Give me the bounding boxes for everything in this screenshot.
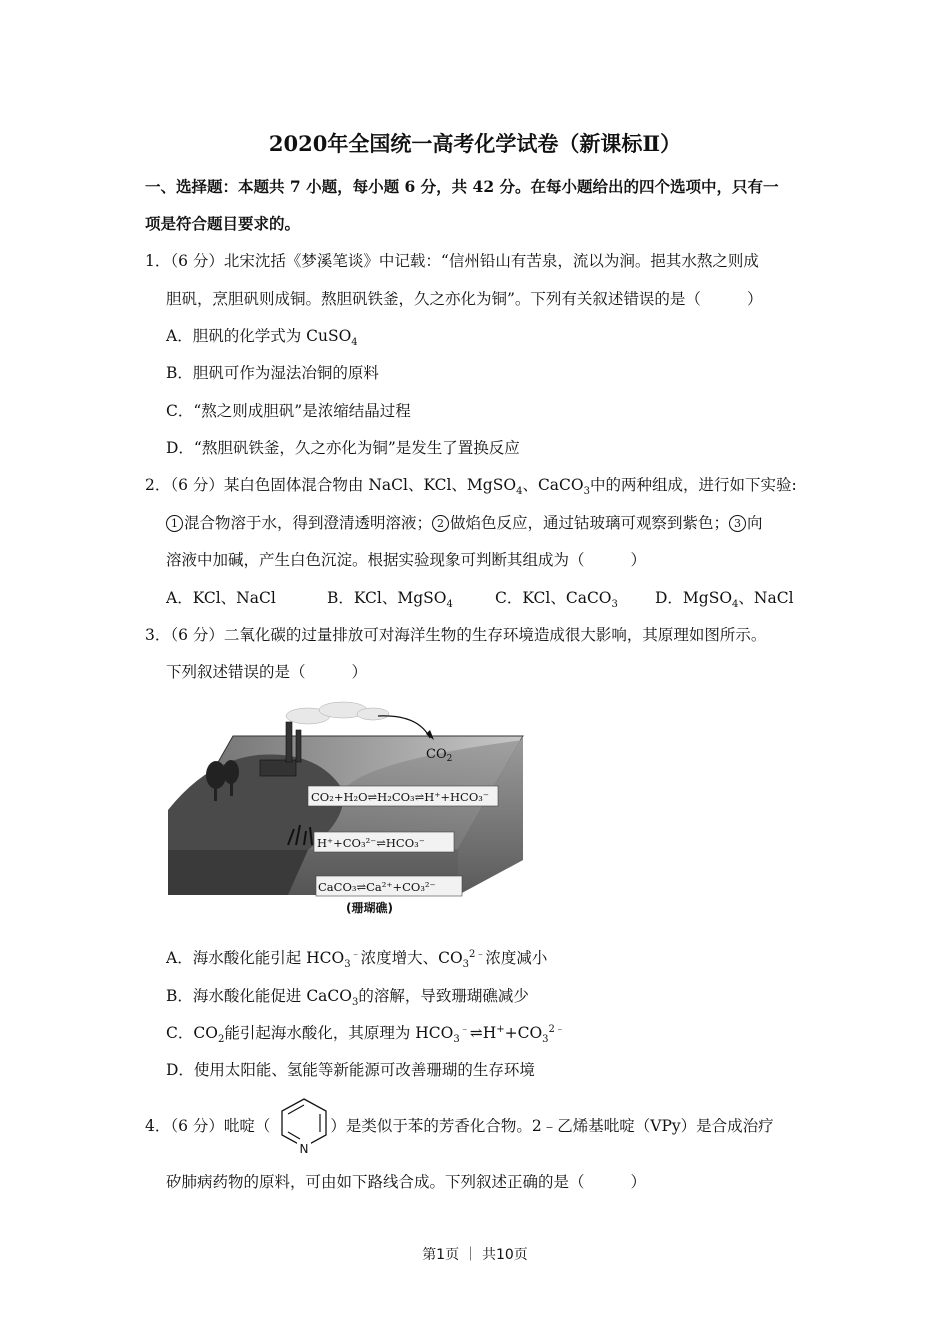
q3-option-a	[166, 946, 548, 971]
q2-subscript: 4	[446, 599, 453, 611]
circled-number-1: 1	[166, 515, 183, 532]
page-footer: 第1页 ｜ 共10页	[422, 1247, 528, 1263]
q1-option-a-text: A．胆矾的化学式为 CuSO	[166, 327, 352, 345]
q2-text-c: 中的两种组成，进行如下实验:	[589, 476, 797, 494]
q2-step3-text: 向	[747, 514, 763, 532]
ocean-acidification-diagram	[168, 700, 528, 925]
q2-paren-close: ）	[630, 551, 647, 569]
q1-option-a	[166, 324, 358, 349]
q2-text-b: 、CaCO	[522, 476, 584, 494]
q2-step1-text: 混合物溶于水，得到澄清透明溶液；	[184, 514, 433, 532]
q1-option-b: B．胆矾可作为湿法冶铜的原料	[166, 364, 379, 382]
q2-option-c-text: C．KCl、CaCO	[495, 589, 612, 607]
q3-superscript: +	[496, 1023, 505, 1035]
section-heading-line2: 项是符合题目要求的。	[145, 214, 301, 233]
q3-option-c-text-b: 能引起海水酸化，其原理为 HCO	[224, 1024, 454, 1042]
pyridine-ring	[282, 1099, 326, 1147]
q3-stem-text: 下列叙述错误的是（	[166, 663, 306, 681]
circled-number-2: 2	[432, 515, 449, 532]
q2-stem-text: 溶液中加碱，产生白色沉淀。根据实验现象可判断其组成为（	[166, 551, 585, 569]
q3-subscript: 3	[542, 1034, 549, 1046]
q3-subscript: 3	[344, 959, 351, 971]
page-title: 2020年全国统一高考化学试卷（新课标Ⅱ）	[268, 131, 682, 156]
q2-subscript: 4	[732, 599, 739, 611]
q2-option-a: A．KCl、NaCl	[166, 589, 276, 607]
q2-subscript: 4	[516, 486, 523, 498]
smoke-cloud	[286, 702, 389, 724]
q2-option-b-text: B．KCl、MgSO	[327, 589, 447, 607]
section-heading-line1: 一、选择题：本题共 7 小题，每小题 6 分，共 42 分。在每小题给出的四个选项中，只有一	[145, 177, 779, 196]
q3-subscript: 3	[453, 1034, 460, 1046]
circled-number-3: 3	[729, 515, 746, 532]
q4-stem-line2	[166, 1170, 646, 1192]
q4-text-b: ）是类似于苯的芳香化合物。2﹣乙烯基吡啶（VPy）是合成治疗	[330, 1117, 774, 1135]
q2-subscript: 3	[611, 599, 618, 611]
q3-stem-line2	[166, 660, 367, 682]
equation-1: CO₂+H₂O⇌H₂CO₃⇌H⁺+HCO₃⁻	[311, 790, 489, 804]
q3-option-b-text-a: B．海水酸化能促进 CaCO	[166, 987, 352, 1005]
co2-label-subscript: 2	[446, 754, 453, 764]
q1-stem-text: 胆矾，烹胆矾则成铜。熬胆矾铁釜，久之亦化为铜”。下列有关叙述错误的是（	[166, 290, 701, 308]
q4-stem-text: 矽肺病药物的原料，可由如下路线合成。下列叙述正确的是（	[166, 1173, 585, 1191]
q3-subscript: 3	[462, 959, 470, 971]
q2-subscript: 3	[583, 486, 590, 498]
q3-option-a-text-c: 浓度减小	[485, 949, 548, 967]
q2-option-d	[655, 586, 794, 611]
q1-paren-close: ）	[746, 290, 763, 308]
q3-option-d: D．使用太阳能、氢能等新能源可改善珊瑚的生存环境	[166, 1061, 535, 1079]
q3-option-a-text-b: 浓度增大、CO	[360, 949, 463, 967]
q4-paren-close: ）	[630, 1173, 647, 1191]
q3-option-c	[166, 1021, 565, 1046]
q2-step2-text: 做焰色反应，通过钴玻璃可观察到紫色；	[450, 514, 730, 532]
q3-superscript: ﹣	[459, 1023, 470, 1035]
q2-stem-line3	[166, 548, 646, 570]
q3-option-a-text-a: A．海水酸化能引起 HCO	[166, 949, 345, 967]
q3-option-b-text-b: 的溶解，导致珊瑚礁减少	[358, 987, 529, 1005]
q3-subscript: 3	[352, 997, 359, 1009]
q2-option-b	[327, 586, 453, 611]
q2-option-d-text-b: 、NaCl	[738, 589, 794, 607]
q3-option-c-text-d: +CO	[504, 1024, 543, 1042]
q3-option-c-text-a: C．CO	[166, 1024, 218, 1042]
q4-text-a: 4．（6 分）吡啶（	[145, 1117, 271, 1135]
q3-stem-line1: 3．（6 分）二氧化碳的过量排放可对海洋生物的生存环境造成很大影响，其原理如图所示。	[145, 626, 767, 644]
q1-stem-line1: 1．（6 分）北宋沈括《梦溪笔谈》中记载：“信州铅山有苦泉，流以为涧。挹其水熬之则成	[145, 252, 759, 270]
equation-3: CaCO₃⇌Ca²⁺+CO₃²⁻	[318, 880, 436, 894]
q3-superscript: 2﹣	[548, 1023, 565, 1035]
q1-option-c: C．“熬之则成胆矾”是浓缩结晶过程	[166, 402, 411, 420]
q3-superscript: ﹣	[350, 948, 361, 960]
q1-stem-line2	[166, 287, 762, 309]
q3-option-c-text-c: ⇌H	[469, 1024, 497, 1042]
q3-option-b	[166, 984, 529, 1009]
q2-option-c	[495, 586, 618, 611]
q2-text-a: 2．（6 分）某白色固体混合物由 NaCl、KCl、MgSO	[145, 476, 517, 494]
q3-superscript: 2﹣	[469, 948, 486, 960]
q2-stem-line1	[145, 473, 797, 498]
q1-option-a-subscript: 4	[351, 337, 358, 349]
coral-reef-label: (珊瑚礁)	[346, 901, 393, 915]
q1-option-d: D．“熬胆矾铁釜，久之亦化为铜”是发生了置换反应	[166, 439, 520, 457]
double-bond	[288, 1132, 300, 1139]
equation-2: H⁺+CO₃²⁻⇌HCO₃⁻	[317, 836, 425, 850]
co2-label-text: CO	[426, 747, 447, 762]
co2-arrow	[378, 716, 430, 738]
q3-paren-close: ）	[351, 663, 368, 681]
nitrogen-atom-label: N	[299, 1142, 309, 1156]
q3-subscript: 2	[217, 1034, 225, 1046]
q2-option-d-text-a: D．MgSO	[655, 589, 733, 607]
q2-stem-line2	[166, 511, 763, 533]
pyridine-structure-icon	[276, 1095, 332, 1157]
q4-stem-line1	[145, 1114, 774, 1136]
